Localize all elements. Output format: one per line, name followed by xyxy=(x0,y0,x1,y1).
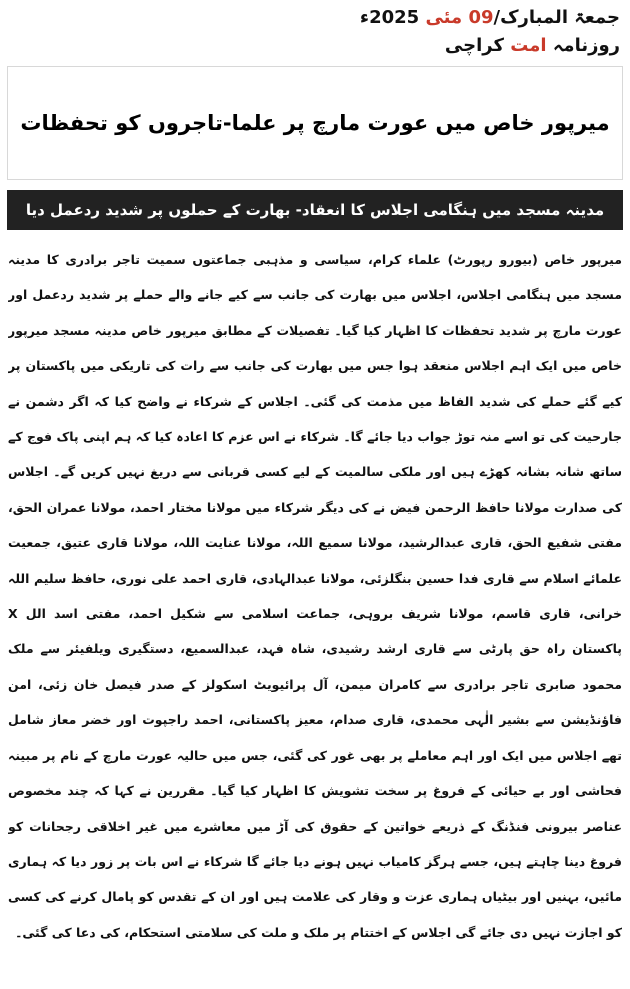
publication-date xyxy=(360,4,620,32)
date-prefix: جمعۃ المبارک/ xyxy=(493,7,620,28)
paper-prefix: روزنامہ xyxy=(552,35,620,56)
paper-city: کراچی xyxy=(444,35,504,56)
paper-name: امت xyxy=(510,35,547,56)
date-day: 09 xyxy=(468,7,494,28)
subheadline: مدینہ مسجد میں ہنگامی اجلاس کا انعقاد- بھارت کے حملوں پر شدید ردعمل دیا xyxy=(25,201,605,219)
headline: میرپور خاص میں عورت مارچ پر علما-تاجروں کو تحفظات xyxy=(20,111,610,135)
date-year: 2025ء xyxy=(359,7,420,28)
newspaper-name xyxy=(360,32,620,60)
headline-box xyxy=(7,66,623,180)
article-body: میرپور خاص (بیورو رپورٹ) علماء کرام، سیاسی و مذہبی جماعتوں سمیت تاجر برادری کا مدینہ مسجد میں ہنگامی اجلاس، اجلاس میں بھارت کی جانب سے کیے جانے والے حملے پر شدید ردعمل اور عورت مارچ پر شدید تحفظات کا اظہار کیا گیا۔ تفصیلات کے مطابق میرپور خاص مدینہ مسجد میرپور خاص میں ایک اہم اجلاس منعقد ہوا جس میں بھارت کی جانب سے رات کی تاریکی میں پاکستان پر کیے گئے حملے کی شدید الفاظ میں مذمت کی گئی۔ اجلاس کے شرکاء نے واضح کیا کہ اگر دشمن نے جارحیت کی تو اسے منہ توڑ جواب دیا جائے گا۔ شرکاء نے اس عزم کا اعادہ کیا کہ ہم اپنی پاک فوج کے ساتھ شانہ بشانہ کھڑے ہیں اور ملکی سالمیت کے لیے کسی قربانی سے دریغ نہیں کریں گے۔ اجلاس کی صدارت مولانا حافظ الرحمن فیض نے کی دیگر شرکاء میں مولانا مختار احمد، مولانا عمران الحق، مفتی شفیع الحق، قاری عبدالرشید، مولانا سمیع اللہ، مولانا عنایت اللہ، مولانا قاری عتیق، جمعیت علمائے اسلام سے قاری فدا حسین بنگلزئی، مولانا عبدالہادی، قاری احمد علی نوری، حافظ سلیم اللہ خرانی، قاری قاسم، مولانا شریف بروہی، جماعت اسلامی سے شکیل احمد، مفتی اسد الل X پاکستان راہ حق پارٹی سے قاری ارشد رشیدی، شاہ فہد، عبدالسمیع، دستگیری ویلفیئر سے ملک محمود صابری تاجر برادری سے کامران میمن، آل پرائیویٹ اسکولز کے صدر فیصل خان زئی، امن فاؤنڈیشن سے بشیر الٰہی محمدی، قاری صدام، معیز پاکستانی، احمد راجپوت اور خضر معاز شامل تھے اجلاس میں ایک اور اہم معاملے پر بھی غور کی گئی، جس میں حالیہ عورت مارچ کے نام پر مبینہ فحاشی اور بے حیائی کے فروغ پر سخت تشویش کا اظہار کیا گیا۔ مقررین نے کہا کہ چند مخصوص عناصر بیرونی فنڈنگ کے ذریعے خواتین کے حقوق کی آڑ میں معاشرے میں غیر اخلاقی رجحانات کو فروغ دینا چاہتے ہیں، جسے ہرگز کامیاب نہیں ہونے دیا جائے گا شرکاء نے اس بات پر زور دیا کہ ہماری مائیں، بہنیں اور بیٹیاں ہماری عزت و وقار کی علامت ہیں اور ان کے تقدس کو پامال کرنے کی کسی کو اجازت نہیں دی جائے گی اجلاس کے اختتام پر ملک و ملت کی سلامتی استحکام، کی دعا کی گئی۔ xyxy=(8,252,622,940)
subhead-bar xyxy=(7,190,623,230)
masthead xyxy=(360,4,620,60)
date-month: مئی xyxy=(425,7,463,28)
